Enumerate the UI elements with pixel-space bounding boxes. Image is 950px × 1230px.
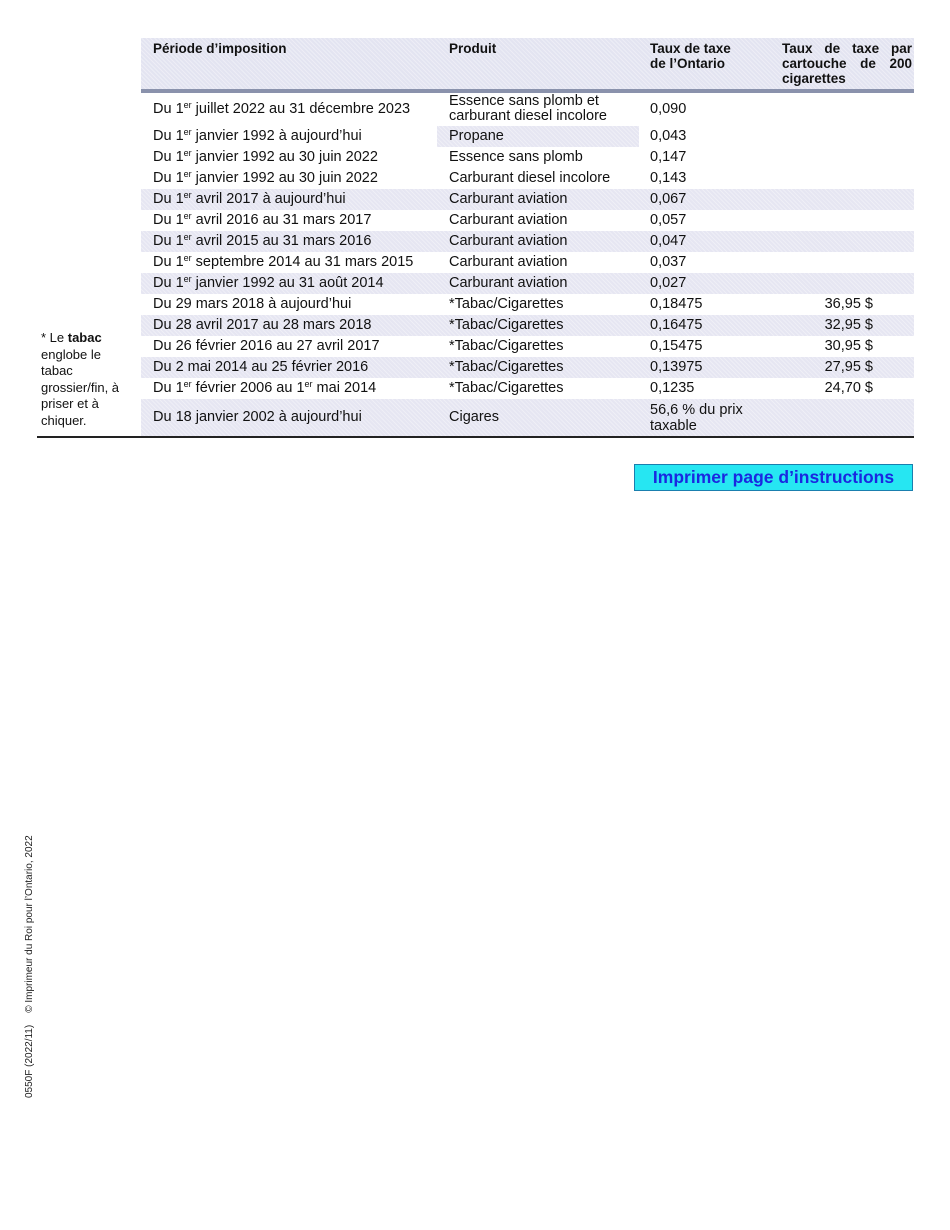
carton-cell: 36,95 $: [824, 296, 873, 312]
period-cell: Du 1er janvier 1992 au 30 juin 2022: [153, 148, 378, 165]
tax-rate-table: [141, 38, 914, 437]
period-cell: Du 1er juillet 2022 au 31 décembre 2023: [153, 100, 411, 117]
header-product: Produit: [449, 41, 497, 56]
table-row: [141, 147, 914, 168]
rate-cell: 0,067: [650, 191, 687, 207]
table-row: [141, 294, 914, 315]
table-row: [141, 231, 914, 252]
product-cell: *Tabac/Cigarettes: [449, 317, 564, 333]
table-row: [141, 378, 914, 399]
tobacco-footnote: * Le tabac englobe le tabac grossier/fin, à priser et à chiquer.: [41, 330, 120, 428]
table-row: [141, 189, 914, 210]
carton-cell: 32,95 $: [824, 317, 873, 333]
product-cell: Essence sans plomb et carburant diesel incolore: [449, 93, 607, 124]
copyright-text: © Imprimeur du Roi pour l’Ontario, 2022: [24, 835, 35, 1013]
product-cell: Carburant aviation: [449, 254, 568, 270]
form-code: 0550F (2022/11): [24, 1024, 35, 1098]
carton-cell: 24,70 $: [824, 380, 873, 396]
period-cell: Du 1er avril 2015 au 31 mars 2016: [153, 232, 372, 249]
period-cell: Du 28 avril 2017 au 28 mars 2018: [153, 317, 372, 333]
period-cell: Du 2 mai 2014 au 25 février 2016: [153, 359, 369, 375]
carton-cell: 30,95 $: [824, 338, 873, 354]
product-cell: Propane: [449, 128, 504, 144]
table-row: [141, 93, 914, 126]
product-cell: *Tabac/Cigarettes: [449, 296, 564, 312]
table-row: [141, 315, 914, 336]
carton-cell: 27,95 $: [824, 359, 873, 375]
period-cell: Du 29 mars 2018 à aujourd’hui: [153, 296, 352, 312]
header-carton-rate: Taux de taxe par cartouche de 200 cigarettes: [782, 41, 912, 86]
table-row: [141, 399, 914, 437]
print-instructions-button[interactable]: Imprimer page d’instructions: [634, 464, 913, 491]
rate-cell: 0,047: [650, 233, 687, 249]
product-cell: *Tabac/Cigarettes: [449, 359, 564, 375]
rate-cell: 0,143: [650, 170, 687, 186]
product-cell: Carburant aviation: [449, 275, 568, 291]
product-cell: Carburant aviation: [449, 191, 568, 207]
table-row: [141, 336, 914, 357]
rate-cell: 0,090: [650, 101, 687, 117]
table-row: [141, 210, 914, 231]
period-cell: Du 1er janvier 1992 à aujourd’hui: [153, 127, 362, 144]
table-row: [141, 126, 914, 147]
period-cell: Du 1er février 2006 au 1er mai 2014: [153, 379, 377, 396]
product-cell: Carburant diesel incolore: [449, 170, 611, 186]
product-cell: Carburant aviation: [449, 233, 568, 249]
period-cell: Du 1er janvier 1992 au 31 août 2014: [153, 274, 384, 291]
rate-cell: 0,1235: [650, 380, 695, 396]
rate-cell: 56,6 % du prix taxable: [650, 402, 743, 434]
period-cell: Du 1er avril 2017 à aujourd’hui: [153, 190, 346, 207]
header-period: Période d’imposition: [153, 41, 287, 56]
product-cell: *Tabac/Cigarettes: [449, 338, 564, 354]
rate-cell: 0,147: [650, 149, 687, 165]
table-header: [141, 38, 914, 93]
table-bottom-rule: [37, 436, 914, 438]
table-row: [141, 252, 914, 273]
rate-cell: 0,037: [650, 254, 687, 270]
header-rate: Taux de taxe de l’Ontario: [650, 41, 731, 71]
product-cell: Cigares: [449, 409, 499, 425]
table-row: [141, 168, 914, 189]
rate-cell: 0,043: [650, 128, 687, 144]
form-footer: [24, 835, 35, 1098]
table-row: [141, 273, 914, 294]
product-cell: *Tabac/Cigarettes: [449, 380, 564, 396]
period-cell: Du 1er septembre 2014 au 31 mars 2015: [153, 253, 414, 270]
rate-cell: 0,18475: [650, 296, 703, 312]
rate-cell: 0,057: [650, 212, 687, 228]
period-cell: Du 1er janvier 1992 au 30 juin 2022: [153, 169, 378, 186]
table-row: [141, 357, 914, 378]
rate-cell: 0,16475: [650, 317, 703, 333]
rate-cell: 0,13975: [650, 359, 703, 375]
period-cell: Du 18 janvier 2002 à aujourd’hui: [153, 409, 362, 425]
rate-cell: 0,15475: [650, 338, 703, 354]
period-cell: Du 26 février 2016 au 27 avril 2017: [153, 338, 380, 354]
product-cell: Carburant aviation: [449, 212, 568, 228]
period-cell: Du 1er avril 2016 au 31 mars 2017: [153, 211, 372, 228]
rate-cell: 0,027: [650, 275, 687, 291]
product-cell: Essence sans plomb: [449, 149, 583, 165]
